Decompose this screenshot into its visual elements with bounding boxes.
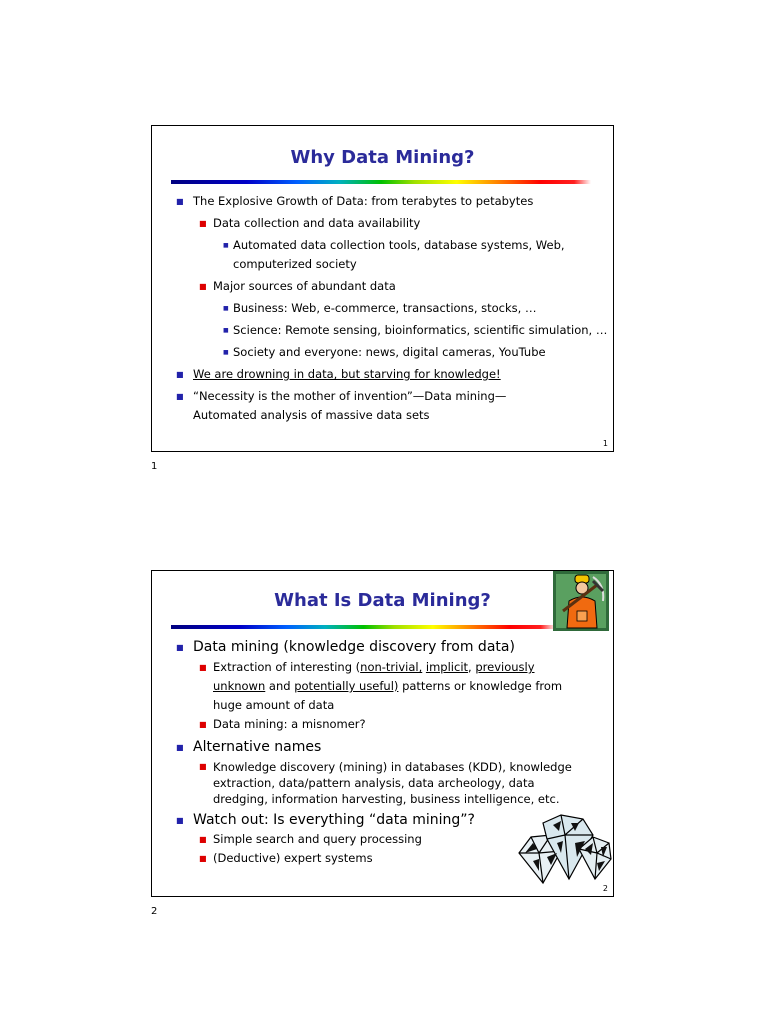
bullet-icon: ■ <box>199 835 207 844</box>
slide-title: What Is Data Mining? <box>274 590 491 611</box>
bullet-icon: ■ <box>176 392 184 401</box>
bullet-icon: ■ <box>199 854 207 863</box>
page-number: 1 <box>151 461 158 472</box>
list-item: ■ “Necessity is the mother of invention”—Data mining—Automated analysis of massive data sets <box>176 389 507 422</box>
bullet-icon: ■ <box>176 643 184 652</box>
list-item: ■ Data collection and data availability <box>199 216 421 230</box>
slide-number: 1 <box>602 439 608 448</box>
bullet-icon: ■ <box>199 762 207 771</box>
bullet-icon: ■ <box>176 816 184 825</box>
bullet-icon: ■ <box>176 743 184 752</box>
bullet-icon: ■ <box>223 349 229 356</box>
bullet-icon: ■ <box>199 663 207 672</box>
diamonds-icon <box>517 813 612 885</box>
list-item: ■ Knowledge discovery (mining) in databases (KDD), knowledge extraction, data/pattern analysis, data archeology, data dredging, information harvesting, business intelligence, etc. <box>199 760 572 806</box>
list-item: ■ (Deductive) expert systems <box>199 851 373 865</box>
rainbow-divider <box>171 180 591 184</box>
bullet-icon: ■ <box>223 327 229 334</box>
bullet-icon: ■ <box>223 305 229 312</box>
slide-2 <box>151 570 614 897</box>
list-item: ■ Society and everyone: news, digital cameras, YouTube <box>223 345 546 359</box>
list-item: ■ Watch out: Is everything “data mining”? <box>176 812 475 828</box>
slide-number: 2 <box>602 884 608 893</box>
bullet-icon: ■ <box>199 720 207 729</box>
bullet-icon: ■ <box>199 282 207 291</box>
bullet-icon: ■ <box>223 242 229 249</box>
list-item: ■ Automated data collection tools, database systems, Web, computerized society <box>223 238 565 271</box>
list-item: ■ Alternative names <box>176 739 322 755</box>
bullet-icon: ■ <box>199 219 207 228</box>
miner-icon <box>553 571 609 631</box>
list-item: ■ Data mining (knowledge discovery from data) <box>176 639 515 655</box>
slide-1 <box>151 125 614 452</box>
list-item: ■ Science: Remote sensing, bioinformatics, scientific simulation, … <box>223 323 608 337</box>
list-item: ■ The Explosive Growth of Data: from terabytes to petabytes <box>176 194 534 208</box>
bullet-list <box>152 192 613 425</box>
bullet-icon: ■ <box>176 197 184 206</box>
rainbow-divider <box>171 625 556 629</box>
list-item: ■ Extraction of interesting (non-trivial, implicit, previously unknown and potentially useful) patterns or knowledge from huge amount of data <box>199 660 563 712</box>
bullet-icon: ■ <box>176 370 184 379</box>
list-item: ■ Major sources of abundant data <box>199 279 396 293</box>
list-item: ■ Data mining: a misnomer? <box>199 717 366 731</box>
page-number: 2 <box>151 906 158 917</box>
slide-title: Why Data Mining? <box>290 147 475 168</box>
list-item: ■ Simple search and query processing <box>199 832 422 846</box>
list-item: ■ Business: Web, e-commerce, transactions, stocks, … <box>223 301 537 315</box>
list-item: ■ We are drowning in data, but starving for knowledge! <box>176 367 501 381</box>
